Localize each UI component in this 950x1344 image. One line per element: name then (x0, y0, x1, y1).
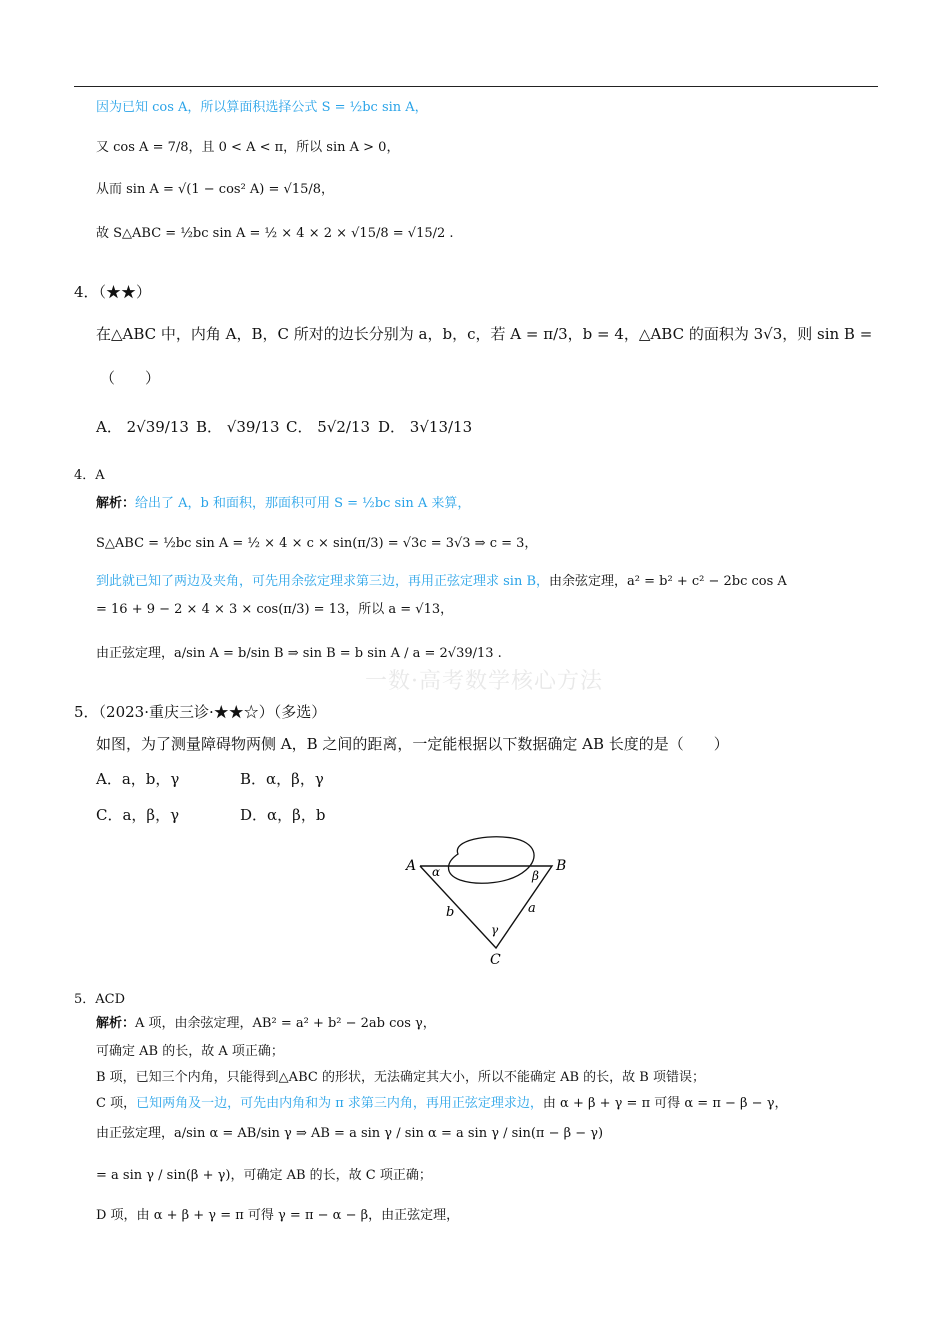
label-gamma: γ (491, 923, 499, 937)
analysis-5-angle-sum: 由 α + β + γ = π 可得 α = π − β − γ， (542, 1096, 788, 1111)
obstacle-shape (449, 837, 535, 883)
analysis-4-line-1 (96, 494, 470, 514)
analysis-5-a-item: A 项，由余弦定理，AB² = a² + b² − 2ab cos γ， (135, 1016, 436, 1031)
answer-4: 4．A (74, 468, 105, 483)
q5-option-b: B．α，β，γ (240, 770, 324, 788)
analysis-label: 解析： (96, 496, 136, 511)
label-c-vertex: C (490, 952, 501, 968)
q4-option-c: C． 5√2/13 (286, 418, 371, 436)
analysis-5-line-7: D 项，由 α + β + γ = π 可得 γ = π − α − β，由正弦定理， (96, 1208, 460, 1223)
analysis-4-line-4: = 16 + 9 − 2 × 4 × 3 × cos(π/3) = 13，所以 a = √13， (96, 602, 454, 617)
label-a-vertex: A (406, 858, 417, 874)
solution-line-4: 故 S△ABC = ½bc sin A = ½ × 4 × 2 × √15/8 = √15/2 . (96, 226, 454, 241)
analysis-4-cosine-law: 由余弦定理，a² = b² + c² − 2bc cos A (549, 574, 787, 589)
analysis-5-line-3: B 项，已知三个内角，只能得到△ABC 的形状，无法确定其大小，所以不能确定 AB 的长，故 B 项错误； (96, 1070, 705, 1085)
analysis-4-hint-2: 到此就已知了两边及夹角，可先用余弦定理求第三边，再用正弦定理求 sin B， (96, 574, 550, 589)
analysis-label: 解析： (96, 1016, 136, 1031)
analysis-5-hint: 已知两角及一边，可先由内角和为 π 求第三内角，再用正弦定理求边， (136, 1096, 543, 1111)
triangle-obstacle-figure (400, 830, 580, 970)
analysis-5-c-label: C 项， (96, 1096, 137, 1111)
analysis-5-line-4 (96, 1094, 787, 1114)
analysis-4-line-3 (96, 572, 787, 592)
analysis-4-hint-1: 给出了 A，b 和面积，那面积可用 S = ½bc sin A 来算， (135, 496, 471, 511)
label-alpha: α (432, 865, 441, 879)
analysis-4-line-2: S△ABC = ½bc sin A = ½ × 4 × c × sin(π/3) = √3c = 3√3 ⇒ c = 3， (96, 536, 538, 551)
answer-5: 5．ACD (74, 992, 126, 1007)
q5-option-c: C．a，β，γ (96, 806, 180, 824)
label-side-a: a (528, 901, 536, 916)
solution-line-2: 又 cos A = 7/8，且 0 < A < π，所以 sin A > 0， (96, 140, 400, 155)
label-beta: β (532, 869, 539, 883)
solution-line-1: 因为已知 cos A，所以算面积选择公式 S = ½bc sin A， (96, 100, 428, 115)
watermark: 一数·高考数学核心方法 (365, 669, 603, 694)
analysis-4-line-5: 由正弦定理，a/sin A = b/sin B ⇒ sin B = b sin A / a = 2√39/13 . (96, 646, 502, 661)
analysis-5-line-2: 可确定 AB 的长，故 A 项正确； (96, 1044, 284, 1059)
analysis-5-line-6: = a sin γ / sin(β + γ)，可确定 AB 的长，故 C 项正确； (96, 1168, 432, 1183)
question-4-heading: 4．（★★） (74, 283, 152, 301)
question-5-stem: 如图，为了测量障碍物两侧 A，B 之间的距离，一定能根据以下数据确定 AB 长度的是（ ） (96, 735, 729, 753)
analysis-5-line-5: 由正弦定理，a/sin α = AB/sin γ ⇒ AB = a sin γ / sin α = a sin γ / sin(π − β − γ) (96, 1126, 604, 1141)
q4-option-b: B． √39/13 (196, 418, 280, 436)
question-4-paren: （ ） (100, 369, 161, 387)
label-b-vertex: B (556, 858, 567, 874)
q4-option-a: A． 2√39/13 (96, 418, 189, 436)
question-5-heading: 5．（2023·重庆三诊·★★☆）（多选） (74, 703, 327, 721)
q5-option-d: D．α，β，b (240, 806, 326, 824)
solution-line-3: 从而 sin A = √(1 − cos² A) = √15/8， (96, 182, 335, 197)
q4-option-d: D． 3√13/13 (378, 418, 473, 436)
analysis-5-line-1 (96, 1014, 436, 1034)
question-4-stem: 在△ABC 中，内角 A，B，C 所对的边长分别为 a，b，c，若 A = π/3，b = 4，△ABC 的面积为 3√3，则 sin B = (96, 325, 873, 343)
q5-option-a: A．a，b，γ (96, 770, 180, 788)
label-side-b: b (446, 905, 455, 920)
header-rule (74, 86, 878, 87)
